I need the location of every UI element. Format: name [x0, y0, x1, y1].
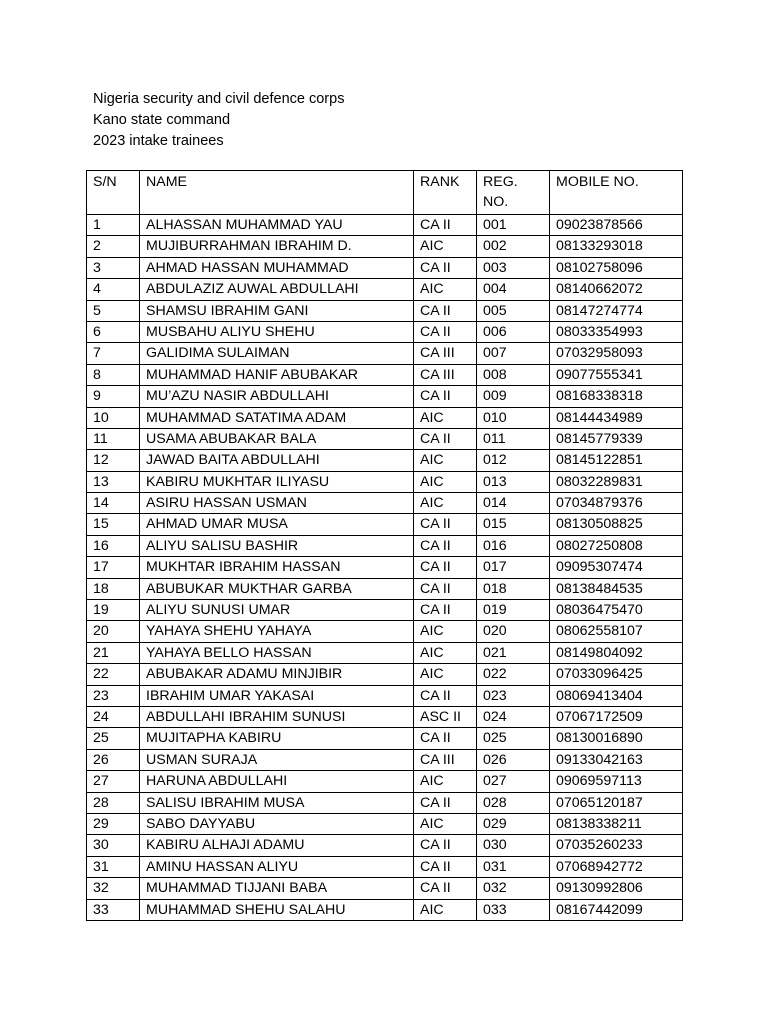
table-row: [87, 557, 683, 578]
cell-sn: 14: [87, 493, 140, 514]
cell-reg-no: 019: [477, 600, 550, 621]
cell-name: USAMA ABUBAKAR BALA: [140, 428, 414, 449]
cell-name: KABIRU MUKHTAR ILIYASU: [140, 471, 414, 492]
cell-rank: CA II: [414, 878, 477, 899]
cell-rank: AIC: [414, 899, 477, 920]
cell-mobile: 08145122851: [550, 450, 683, 471]
table-row: [87, 407, 683, 428]
cell-reg-no: 007: [477, 343, 550, 364]
cell-sn: 22: [87, 664, 140, 685]
cell-mobile: 09130992806: [550, 878, 683, 899]
cell-name: YAHAYA BELLO HASSAN: [140, 642, 414, 663]
cell-sn: 6: [87, 321, 140, 342]
table-row: [87, 450, 683, 471]
cell-mobile: 07067172509: [550, 706, 683, 727]
cell-name: ALHASSAN MUHAMMAD YAU: [140, 215, 414, 236]
table-row: [87, 578, 683, 599]
cell-name: MUHAMMAD SATATIMA ADAM: [140, 407, 414, 428]
cell-name: ABUBUKAR MUKTHAR GARBA: [140, 578, 414, 599]
table-row: [87, 706, 683, 727]
cell-mobile: 08138338211: [550, 813, 683, 834]
reg-header-line1: REG.: [483, 174, 518, 190]
table-row: [87, 621, 683, 642]
cell-name: USMAN SURAJA: [140, 749, 414, 770]
cell-rank: CA II: [414, 685, 477, 706]
cell-mobile: 08167442099: [550, 899, 683, 920]
cell-reg-no: 008: [477, 364, 550, 385]
cell-sn: 12: [87, 450, 140, 471]
cell-reg-no: 033: [477, 899, 550, 920]
cell-reg-no: 011: [477, 428, 550, 449]
cell-name: AHMAD HASSAN MUHAMMAD: [140, 257, 414, 278]
table-row: [87, 300, 683, 321]
cell-reg-no: 016: [477, 535, 550, 556]
cell-sn: 24: [87, 706, 140, 727]
cell-rank: CA II: [414, 215, 477, 236]
cell-name: ALIYU SALISU BASHIR: [140, 535, 414, 556]
cell-rank: CA II: [414, 557, 477, 578]
cell-name: ABDULLAHI IBRAHIM SUNUSI: [140, 706, 414, 727]
intake-title: 2023 intake trainees: [93, 133, 224, 149]
cell-mobile: 08149804092: [550, 642, 683, 663]
cell-name: MUHAMMAD SHEHU SALAHU: [140, 899, 414, 920]
cell-name: MUSBAHU ALIYU SHEHU: [140, 321, 414, 342]
cell-name: JAWAD BAITA ABDULLAHI: [140, 450, 414, 471]
document-header: [93, 89, 344, 152]
cell-mobile: 08033354993: [550, 321, 683, 342]
cell-mobile: 08144434989: [550, 407, 683, 428]
cell-sn: 9: [87, 386, 140, 407]
cell-sn: 15: [87, 514, 140, 535]
table-row: [87, 386, 683, 407]
cell-mobile: 09077555341: [550, 364, 683, 385]
cell-rank: CA II: [414, 835, 477, 856]
cell-sn: 1: [87, 215, 140, 236]
cell-sn: 10: [87, 407, 140, 428]
cell-sn: 2: [87, 236, 140, 257]
cell-sn: 13: [87, 471, 140, 492]
cell-name: MU’AZU NASIR ABDULLAHI: [140, 386, 414, 407]
cell-mobile: 08102758096: [550, 257, 683, 278]
cell-rank: CA III: [414, 364, 477, 385]
cell-reg-no: 006: [477, 321, 550, 342]
cell-sn: 19: [87, 600, 140, 621]
cell-rank: AIC: [414, 407, 477, 428]
cell-reg-no: 012: [477, 450, 550, 471]
reg-header-line2: NO.: [483, 194, 509, 210]
cell-name: ALIYU SUNUSI UMAR: [140, 600, 414, 621]
cell-rank: AIC: [414, 236, 477, 257]
cell-rank: AIC: [414, 493, 477, 514]
table-row: [87, 257, 683, 278]
cell-name: IBRAHIM UMAR YAKASAI: [140, 685, 414, 706]
cell-name: AMINU HASSAN ALIYU: [140, 856, 414, 877]
cell-mobile: 08069413404: [550, 685, 683, 706]
cell-reg-no: 030: [477, 835, 550, 856]
cell-mobile: 07034879376: [550, 493, 683, 514]
cell-name: YAHAYA SHEHU YAHAYA: [140, 621, 414, 642]
table-row: [87, 664, 683, 685]
organization-title: Nigeria security and civil defence corps: [93, 91, 345, 107]
cell-mobile: 07068942772: [550, 856, 683, 877]
cell-name: HARUNA ABDULLAHI: [140, 771, 414, 792]
cell-rank: AIC: [414, 279, 477, 300]
cell-sn: 7: [87, 343, 140, 364]
table-row: [87, 813, 683, 834]
column-header-name: NAME: [140, 171, 414, 215]
cell-sn: 17: [87, 557, 140, 578]
table-row: [87, 215, 683, 236]
cell-name: SABO DAYYABU: [140, 813, 414, 834]
cell-rank: CA II: [414, 535, 477, 556]
cell-reg-no: 032: [477, 878, 550, 899]
table-row: [87, 493, 683, 514]
cell-sn: 8: [87, 364, 140, 385]
cell-sn: 26: [87, 749, 140, 770]
cell-mobile: 09023878566: [550, 215, 683, 236]
table-row: [87, 428, 683, 449]
cell-mobile: 07032958093: [550, 343, 683, 364]
cell-reg-no: 013: [477, 471, 550, 492]
cell-mobile: 08036475470: [550, 600, 683, 621]
cell-reg-no: 026: [477, 749, 550, 770]
roster-body: [87, 215, 683, 921]
cell-sn: 31: [87, 856, 140, 877]
cell-reg-no: 017: [477, 557, 550, 578]
cell-sn: 5: [87, 300, 140, 321]
cell-reg-no: 022: [477, 664, 550, 685]
cell-mobile: 09069597113: [550, 771, 683, 792]
cell-rank: CA II: [414, 300, 477, 321]
cell-reg-no: 009: [477, 386, 550, 407]
cell-sn: 4: [87, 279, 140, 300]
cell-mobile: 08027250808: [550, 535, 683, 556]
cell-mobile: 07035260233: [550, 835, 683, 856]
table-row: [87, 728, 683, 749]
cell-rank: CA II: [414, 600, 477, 621]
cell-mobile: 08145779339: [550, 428, 683, 449]
cell-name: MUKHTAR IBRAHIM HASSAN: [140, 557, 414, 578]
table-row: [87, 279, 683, 300]
cell-rank: CA II: [414, 856, 477, 877]
cell-reg-no: 004: [477, 279, 550, 300]
cell-name: GALIDIMA SULAIMAN: [140, 343, 414, 364]
cell-sn: 27: [87, 771, 140, 792]
table-row: [87, 514, 683, 535]
cell-reg-no: 014: [477, 493, 550, 514]
cell-reg-no: 005: [477, 300, 550, 321]
cell-mobile: 08138484535: [550, 578, 683, 599]
table-row: [87, 835, 683, 856]
table-row: [87, 899, 683, 920]
cell-reg-no: 001: [477, 215, 550, 236]
table-row: [87, 471, 683, 492]
cell-reg-no: 029: [477, 813, 550, 834]
cell-reg-no: 021: [477, 642, 550, 663]
cell-name: KABIRU ALHAJI ADAMU: [140, 835, 414, 856]
table-row: [87, 685, 683, 706]
cell-mobile: 08130016890: [550, 728, 683, 749]
cell-mobile: 09133042163: [550, 749, 683, 770]
column-header-reg-no: [477, 171, 550, 215]
cell-sn: 33: [87, 899, 140, 920]
table-row: [87, 792, 683, 813]
cell-rank: AIC: [414, 771, 477, 792]
cell-rank: AIC: [414, 813, 477, 834]
table-row: [87, 535, 683, 556]
cell-reg-no: 010: [477, 407, 550, 428]
column-header-sn: S/N: [87, 171, 140, 215]
cell-reg-no: 027: [477, 771, 550, 792]
cell-sn: 23: [87, 685, 140, 706]
trainee-roster-table: [86, 170, 683, 921]
cell-sn: 28: [87, 792, 140, 813]
cell-rank: CA II: [414, 428, 477, 449]
table-row: [87, 600, 683, 621]
cell-rank: CA III: [414, 749, 477, 770]
cell-rank: CA II: [414, 578, 477, 599]
cell-rank: CA II: [414, 321, 477, 342]
cell-rank: AIC: [414, 664, 477, 685]
cell-mobile: 08147274774: [550, 300, 683, 321]
cell-mobile: 08168338318: [550, 386, 683, 407]
cell-reg-no: 002: [477, 236, 550, 257]
cell-sn: 29: [87, 813, 140, 834]
table-row: [87, 642, 683, 663]
table-row: [87, 771, 683, 792]
cell-mobile: 09095307474: [550, 557, 683, 578]
cell-mobile: 07065120187: [550, 792, 683, 813]
table-row: [87, 236, 683, 257]
cell-rank: AIC: [414, 621, 477, 642]
cell-mobile: 07033096425: [550, 664, 683, 685]
column-header-rank: RANK: [414, 171, 477, 215]
cell-reg-no: 024: [477, 706, 550, 727]
cell-reg-no: 025: [477, 728, 550, 749]
cell-reg-no: 023: [477, 685, 550, 706]
cell-mobile: 08062558107: [550, 621, 683, 642]
cell-mobile: 08140662072: [550, 279, 683, 300]
cell-sn: 25: [87, 728, 140, 749]
cell-rank: ASC II: [414, 706, 477, 727]
cell-sn: 3: [87, 257, 140, 278]
cell-name: SHAMSU IBRAHIM GANI: [140, 300, 414, 321]
table-row: [87, 343, 683, 364]
cell-sn: 32: [87, 878, 140, 899]
table-row: [87, 749, 683, 770]
cell-reg-no: 028: [477, 792, 550, 813]
cell-mobile: 08032289831: [550, 471, 683, 492]
cell-sn: 30: [87, 835, 140, 856]
cell-rank: CA II: [414, 728, 477, 749]
cell-rank: CA III: [414, 343, 477, 364]
cell-reg-no: 003: [477, 257, 550, 278]
cell-rank: AIC: [414, 450, 477, 471]
cell-sn: 16: [87, 535, 140, 556]
cell-name: MUHAMMAD HANIF ABUBAKAR: [140, 364, 414, 385]
cell-name: MUHAMMAD TIJJANI BABA: [140, 878, 414, 899]
table-row: [87, 321, 683, 342]
cell-name: MUJIBURRAHMAN IBRAHIM D.: [140, 236, 414, 257]
cell-name: ABDULAZIZ AUWAL ABDULLAHI: [140, 279, 414, 300]
cell-mobile: 08130508825: [550, 514, 683, 535]
table-row: [87, 878, 683, 899]
cell-mobile: 08133293018: [550, 236, 683, 257]
cell-rank: AIC: [414, 642, 477, 663]
cell-reg-no: 018: [477, 578, 550, 599]
cell-sn: 11: [87, 428, 140, 449]
cell-sn: 18: [87, 578, 140, 599]
command-title: Kano state command: [93, 112, 231, 128]
cell-name: MUJITAPHA KABIRU: [140, 728, 414, 749]
cell-rank: CA II: [414, 514, 477, 535]
table-header-row: [87, 171, 683, 215]
cell-reg-no: 031: [477, 856, 550, 877]
cell-rank: AIC: [414, 471, 477, 492]
cell-name: ABUBAKAR ADAMU MINJIBIR: [140, 664, 414, 685]
cell-sn: 21: [87, 642, 140, 663]
cell-reg-no: 015: [477, 514, 550, 535]
cell-name: ASIRU HASSAN USMAN: [140, 493, 414, 514]
cell-rank: CA II: [414, 257, 477, 278]
cell-rank: CA II: [414, 792, 477, 813]
cell-reg-no: 020: [477, 621, 550, 642]
table-row: [87, 856, 683, 877]
table-row: [87, 364, 683, 385]
cell-sn: 20: [87, 621, 140, 642]
column-header-mobile: MOBILE NO.: [550, 171, 683, 215]
cell-name: AHMAD UMAR MUSA: [140, 514, 414, 535]
cell-rank: CA II: [414, 386, 477, 407]
cell-name: SALISU IBRAHIM MUSA: [140, 792, 414, 813]
